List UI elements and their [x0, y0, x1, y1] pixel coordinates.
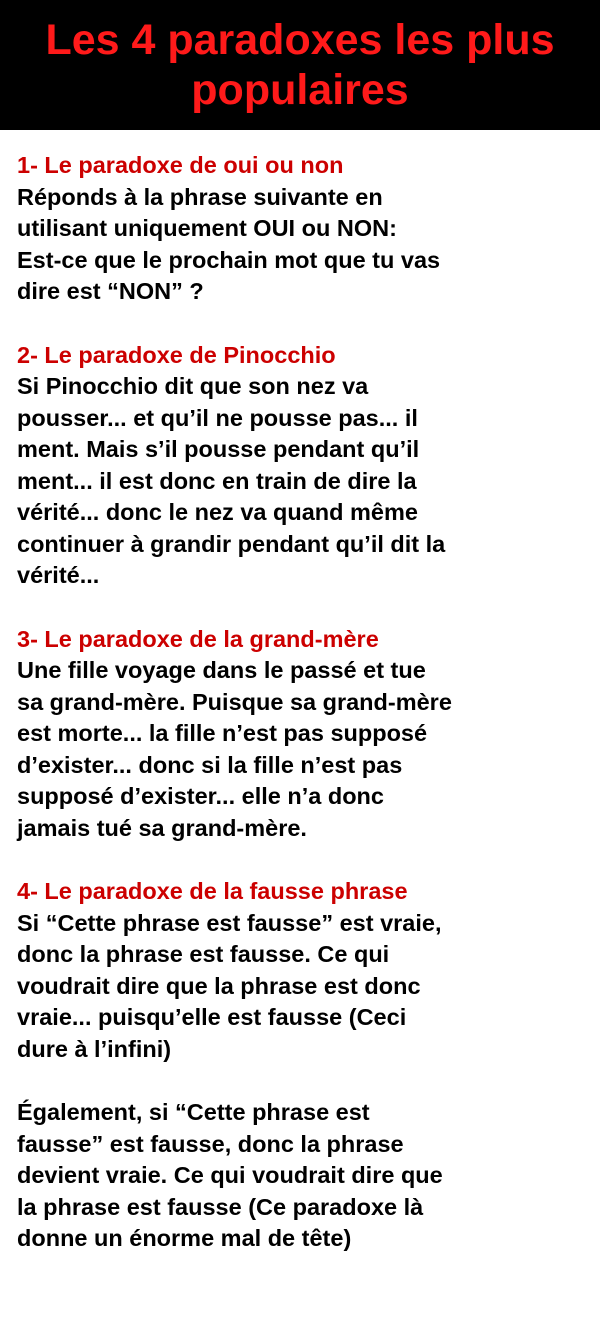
- paradox-text-2: Si Pinocchio dit que son nez va pousser... et qu’il ne pousse pas... il ment. Mais s’il pousse pendant qu’il ment... il est donc en train de dire la vérité... donc le nez va quand même continuer à grandir pendant qu’il dit la vérité...: [17, 373, 446, 588]
- paradox-text-1: Réponds à la phrase suivante en utilisant uniquement OUI ou NON: Est-ce que le prochain mot que tu vas dire est “NON” ?: [17, 183, 441, 304]
- paradox-section-1: [17, 150, 592, 308]
- paradox-title-4: 4- Le paradoxe de la fausse phrase: [17, 878, 408, 904]
- paradox-text-3: Une fille voyage dans le passé et tue sa grand-mère. Puisque sa grand-mère est morte... la fille n’est pas supposé d’exister... donc si la fille n’est pas supposé d’exister... elle n’a donc jamais tué sa grand-mère.: [17, 657, 452, 841]
- paradox-list: [17, 150, 592, 1255]
- paradox-text-4: Si “Cette phrase est fausse” est vraie, donc la phrase est fausse. Ce qui voudrait dire que la phrase est donc vraie... puisqu’elle est fausse (Ceci dure à l’infini): [17, 909, 442, 1062]
- page-title: Les 4 paradoxes les plus populaires: [45, 16, 555, 114]
- paradox-section-4: [17, 876, 592, 1255]
- paradox-section-3: [17, 624, 592, 845]
- paradox-text-4-extra: Également, si “Cette phrase est fausse” est fausse, donc la phrase devient vraie. Ce qui voudrait dire que la phrase est fausse (Ce paradoxe là donne un énorme mal de tête): [17, 1099, 443, 1251]
- paradox-title-2: 2- Le paradoxe de Pinocchio: [17, 341, 336, 368]
- paradox-section-2: [17, 340, 592, 592]
- header-banner: [0, 0, 600, 130]
- paradox-title-1: 1- Le paradoxe de oui ou non: [17, 152, 344, 178]
- paradox-title-3: 3- Le paradoxe de la grand-mère: [17, 625, 379, 652]
